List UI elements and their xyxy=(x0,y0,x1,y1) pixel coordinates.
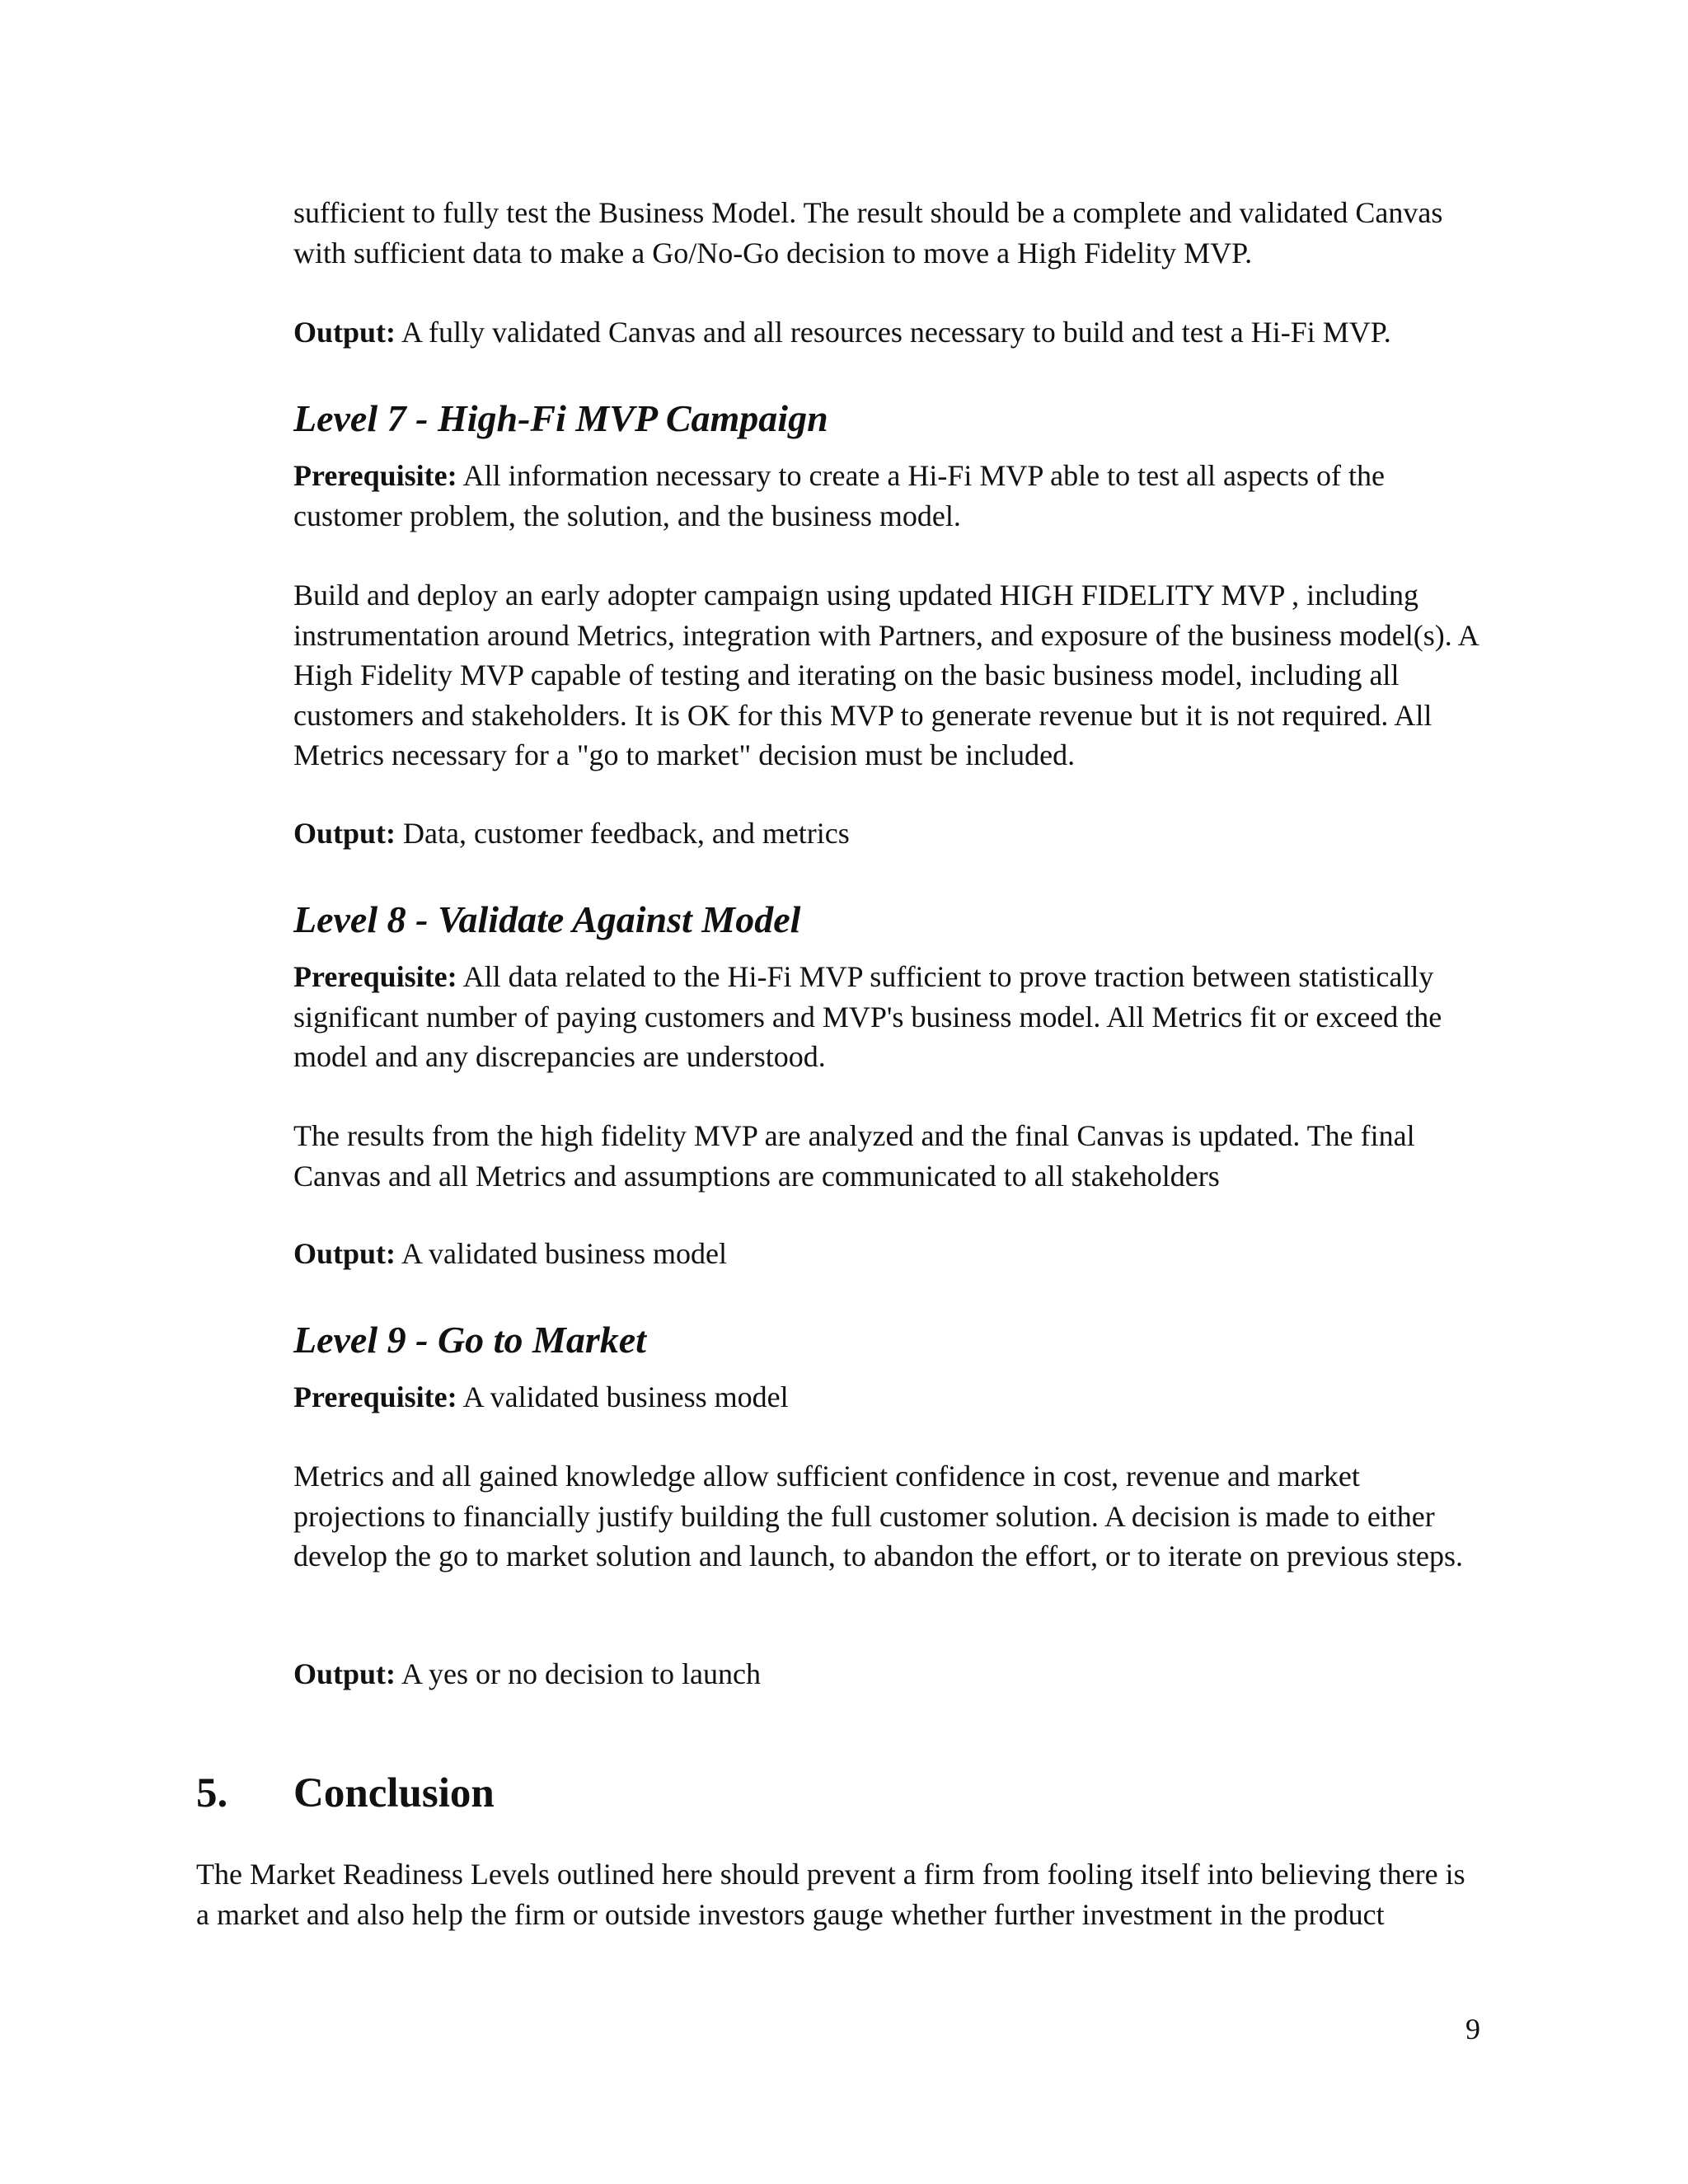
conclusion-heading xyxy=(196,1769,495,1818)
level8-heading: Level 8 - Validate Against Model xyxy=(293,898,801,940)
section-number: 5. xyxy=(196,1770,228,1816)
level8-output-paragraph xyxy=(293,1234,1480,1274)
level9-output-paragraph xyxy=(293,1654,1480,1694)
level9-heading: Level 9 - Go to Market xyxy=(293,1319,646,1361)
section-title: Conclusion xyxy=(293,1770,495,1816)
level7-heading: Level 7 - High-Fi MVP Campaign xyxy=(293,397,828,439)
output-text: A validated business model xyxy=(396,1237,727,1270)
prerequisite-label: Prerequisite: xyxy=(293,960,457,993)
intro-continuation-paragraph: sufficient to fully test the Business Model. The result should be a complete and validated Canvas with sufficient data to make a Go/No-Go decision to move a High Fidelity MVP. xyxy=(293,196,1443,269)
conclusion-paragraph: The Market Readiness Levels outlined here should prevent a firm from fooling itself into believing there is a market and also help the firm or outside investors gauge whether further investment in the product xyxy=(196,1858,1465,1931)
prerequisite-text: All information necessary to create a Hi-Fi MVP able to test all aspects of the customer problem, the solution, and the business model. xyxy=(293,459,1385,532)
level9-prerequisite-paragraph xyxy=(293,1377,1480,1418)
output-label: Output: xyxy=(293,817,396,850)
output-text: A fully validated Canvas and all resources necessary to build and test a Hi-Fi MVP. xyxy=(396,316,1391,349)
intro-output-paragraph xyxy=(293,312,1480,353)
level7-body-paragraph: Build and deploy an early adopter campaign using updated HIGH FIDELITY MVP , including instrumentation around Metrics, integration with Partners, and exposure of the business model(s). A High Fidelity MVP capable of testing and iterating on the basic business model, including all customers and stakeholders. It is OK for this MVP to generate revenue but it is not required. All Metrics necessary for a "go to market" decision must be included. xyxy=(293,579,1478,771)
level7-prerequisite-paragraph xyxy=(293,456,1480,536)
level8-body-paragraph: The results from the high fidelity MVP are analyzed and the final Canvas is updated. The final Canvas and all Metrics and assumptions are communicated to all stakeholders xyxy=(293,1119,1415,1193)
output-label: Output: xyxy=(293,1237,396,1270)
prerequisite-text: All data related to the Hi-Fi MVP sufficient to prove traction between statistically significant number of paying customers and MVP's business model. All Metrics fit or exceed the model and any discrepancies are understood. xyxy=(293,960,1442,1073)
prerequisite-label: Prerequisite: xyxy=(293,459,457,492)
output-label: Output: xyxy=(293,316,396,349)
level8-prerequisite-paragraph xyxy=(293,957,1480,1077)
prerequisite-text: A validated business model xyxy=(457,1380,789,1413)
level9-body-paragraph: Metrics and all gained knowledge allow sufficient confidence in cost, revenue and market projections to financially justify building the full customer solution. A decision is made to either develop the go to market solution and launch, to abandon the effort, or to iterate on previous steps. xyxy=(293,1460,1463,1572)
output-text: Data, customer feedback, and metrics xyxy=(396,817,850,850)
prerequisite-label: Prerequisite: xyxy=(293,1380,457,1413)
level7-output-paragraph xyxy=(293,813,1480,854)
page-number: 9 xyxy=(1465,2013,1480,2046)
output-text: A yes or no decision to launch xyxy=(396,1657,761,1690)
output-label: Output: xyxy=(293,1657,396,1690)
